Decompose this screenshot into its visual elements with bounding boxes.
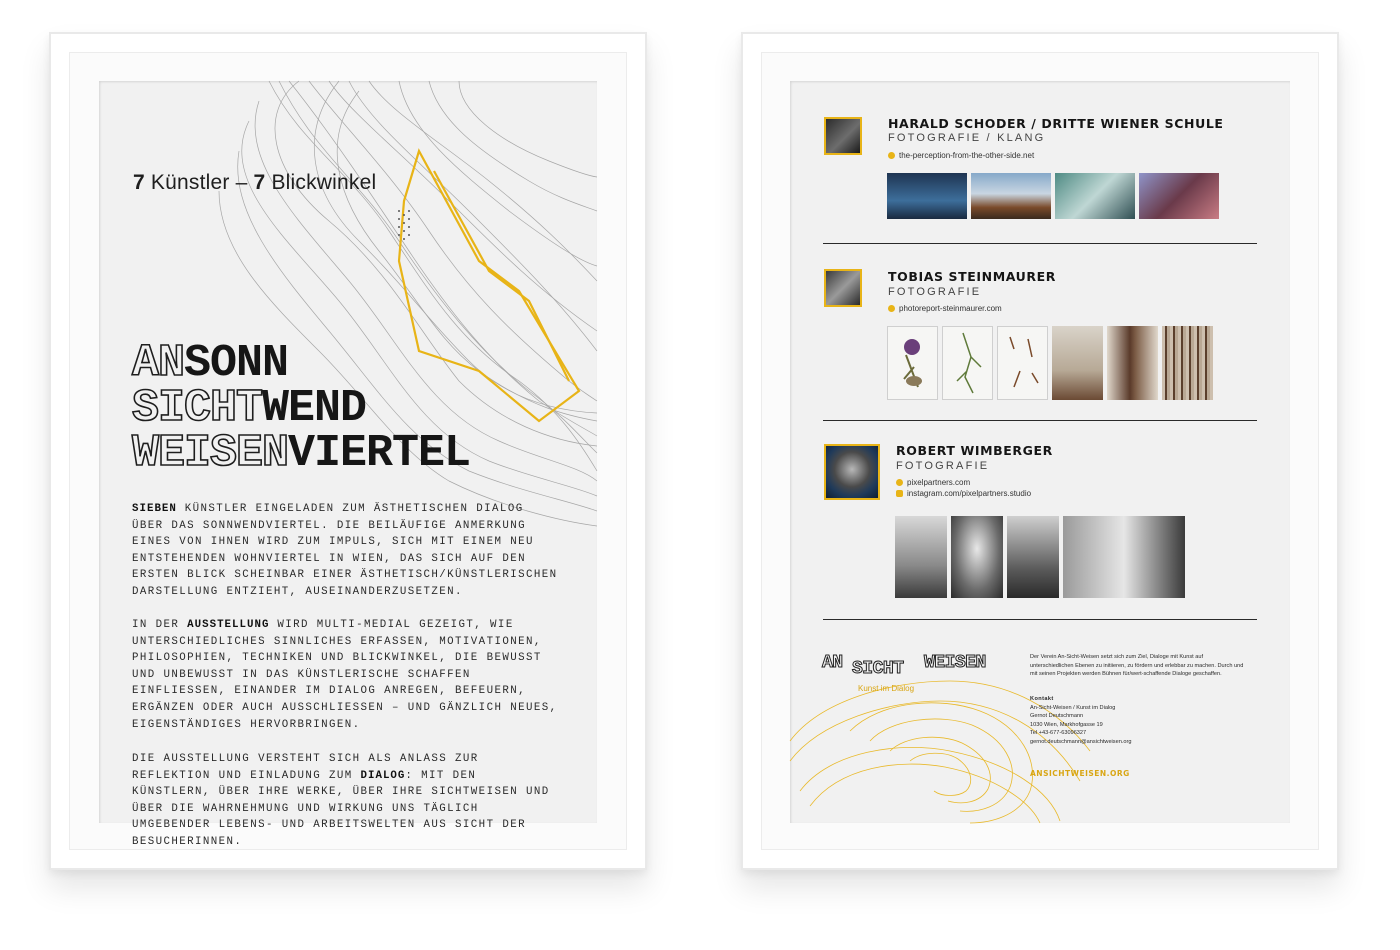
website-link[interactable]: ANSICHTWEISEN.ORG bbox=[1030, 769, 1130, 778]
artist-website: photoreport-steinmaurer.com bbox=[888, 304, 1002, 313]
instagram-icon bbox=[896, 490, 903, 497]
body-paragraph-1: SIEBEN KÜNSTLER EINGELADEN ZUM ÄSTHETISCHEN DIALOG ÜBER DAS SONNWENDVIERTEL. DIE BEILÄUFIGE ANMERKUNG EINES VON IHNEN WIRD ZUM IMPULS, SICH MIT EINEM NEU ENTSTEHENDEN WOHNVIERTEL IN WIEN, DAS SICH AUF DEN ERSTEN BLICK SCHEINBAR EINER ÄSTHETISCH/KÜNSTLERISCHEN DARSTELLUNG ENTZIEHT, AUSEINANDERZUSETZEN. bbox=[132, 503, 558, 598]
globe-icon bbox=[888, 152, 895, 159]
body-paragraph-3: DIE AUSSTELLUNG VERSTEHT SICH ALS ANLASS ZUR REFLEKTION UND EINLADUNG ZUM DIALOG: MIT DEN KÜNSTLERN, ÜBER IHRE WERKE, ÜBER IHRE SICHTWEISEN UND ÜBER DIE WAHRNEHMUNG UND WIRKUNG UNS TÄGLICH UMGEBENDER LEBENS- UND ARBEITSWELTEN AUS SICHT DER BESUCHERINNEN. bbox=[132, 753, 550, 848]
poster-kicker: 7 Künstler – 7 Blickwinkel bbox=[133, 171, 377, 194]
right-poster-frame bbox=[741, 32, 1339, 870]
left-poster-frame bbox=[49, 32, 647, 870]
contact-block bbox=[1030, 695, 1245, 747]
globe-icon bbox=[896, 479, 903, 486]
title-row-2: SICHTWEND bbox=[132, 383, 367, 434]
separator bbox=[823, 619, 1257, 620]
artist-website: the-perception-from-the-other-side.net bbox=[888, 151, 1034, 160]
left-poster bbox=[99, 81, 597, 848]
logo-subtitle: Kunst im Dialog bbox=[858, 684, 915, 693]
artwork-thumbnail bbox=[1063, 516, 1185, 598]
artwork-thumbnail bbox=[1052, 326, 1103, 400]
artwork-thumbnail bbox=[895, 516, 947, 598]
artist-name: ROBERT WIMBERGER bbox=[896, 443, 1053, 458]
artwork-thumbnail bbox=[887, 326, 938, 400]
title-row-3: WEISENVIERTEL bbox=[132, 428, 471, 479]
logo-part-weisen: WEISEN bbox=[924, 653, 986, 673]
contact-heading: Kontakt bbox=[1030, 696, 1054, 702]
artwork-thumbnail bbox=[1139, 173, 1219, 219]
artwork-thumbnail bbox=[1162, 326, 1213, 400]
artist-role: FOTOGRAFIE bbox=[888, 286, 982, 298]
globe-icon bbox=[888, 305, 895, 312]
artist-avatar-robert bbox=[824, 444, 880, 500]
artwork-thumbnail bbox=[951, 516, 1003, 598]
separator bbox=[823, 243, 1257, 244]
artist-avatar-harald bbox=[824, 117, 862, 155]
artwork-thumbnail bbox=[997, 326, 1048, 400]
contact-line: 1030 Wien, Markhofgasse 19 bbox=[1030, 721, 1103, 728]
artist-name: TOBIAS STEINMAURER bbox=[888, 269, 1057, 284]
artist-name: HARALD SCHODER / DRITTE WIENER SCHULE bbox=[888, 116, 1224, 131]
artwork-thumbnail bbox=[971, 173, 1051, 219]
logo-part-sicht: SICHT bbox=[852, 659, 904, 679]
logo-part-an: AN bbox=[822, 653, 843, 673]
contact-line: An-Sicht-Weisen / Kunst im Dialog bbox=[1030, 704, 1116, 711]
artwork-thumbnail bbox=[887, 173, 967, 219]
contact-email: gernot.deutschmann@ansichtweisen.org bbox=[1030, 738, 1132, 745]
separator bbox=[823, 420, 1257, 421]
contact-line: Gernot Deutschmann bbox=[1030, 713, 1084, 720]
contact-line: Tel +43-677-63096327 bbox=[1030, 730, 1087, 737]
artist-role: FOTOGRAFIE / KLANG bbox=[888, 132, 1046, 144]
artist-website: pixelpartners.com bbox=[896, 478, 970, 487]
artwork-thumbnail bbox=[1007, 516, 1059, 598]
right-poster bbox=[790, 81, 1290, 823]
artist-instagram: instagram.com/pixelpartners.studio bbox=[896, 489, 1031, 498]
title-row-1: ANSONN bbox=[132, 338, 289, 389]
artist-role: FOTOGRAFIE bbox=[896, 460, 990, 472]
artwork-thumbnail bbox=[1107, 326, 1158, 400]
artist-avatar-tobias bbox=[824, 269, 862, 307]
association-description: Der Verein An-Sicht-Weisen setzt sich zum Ziel, Dialoge mit Kunst auf unterschiedlichen Ebenen zu initiieren, zu fördern und erlebbar zu machen. Durch und mit seinen Projekten werden Bühnen für/wert-schaffende Dialoge geschaffen. bbox=[1030, 654, 1244, 678]
body-paragraph-2: IN DER AUSSTELLUNG WIRD MULTI-MEDIAL GEZEIGT, WIE UNTERSCHIEDLICHES SINNLICHES ERFASSEN, MOTIVATIONEN, PHILOSOPHIEN, TECHNIKEN UND BLICKWINKEL, DIE BEWUSST UND UNBEWUSST IN DAS KÜNSTLERISCHE SCHAFFEN EINFLIESSEN, EINANDER IM DIALOG ANREGEN, BEFEUERN, ERGÄNZEN ODER AUCH AUSSCHLIESSEN – UND GÄNZLICH NEUES, EIGENSTÄNDIGES HERVORBRINGEN. bbox=[132, 619, 558, 731]
artwork-thumbnail bbox=[942, 326, 993, 400]
artwork-thumbnail bbox=[1055, 173, 1135, 219]
